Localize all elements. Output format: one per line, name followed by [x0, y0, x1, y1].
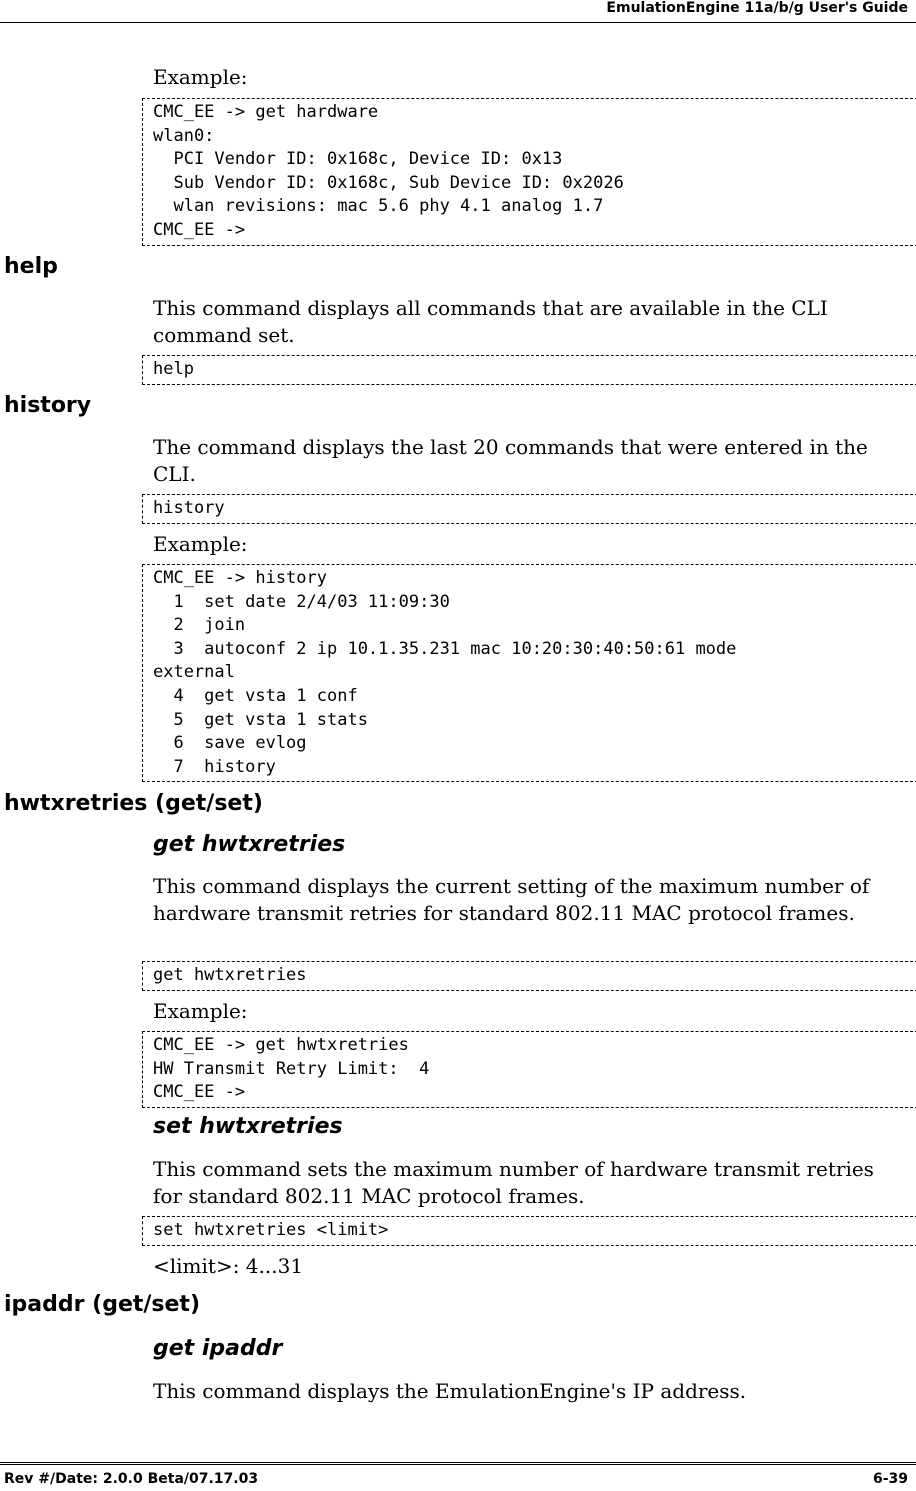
- code-block-get-hwtxretries-example: CMC_EE -> get hwtxretries HW Transmit Retry Limit: 4 CMC_EE ->: [142, 1031, 916, 1108]
- subheading-set-hwtxretries: set hwtxretries: [153, 1114, 343, 1139]
- section-heading-ipaddr: ipaddr (get/set): [4, 1292, 201, 1317]
- code-block-get-hardware: CMC_EE -> get hardware wlan0: PCI Vendor ID: 0x168c, Device ID: 0x13 Sub Vendor ID: 0x168c, Sub Device ID: 0x2026 wlan revisions: mac 5.6 phy 4.1 analog 1.7 CMC_EE ->: [142, 98, 916, 246]
- example-label: Example:: [153, 532, 248, 556]
- help-description: This command displays all commands that are available in the CLI command set.: [153, 296, 828, 347]
- set-hwtxretries-description: This command sets the maximum number of hardware transmit retries for standard 802.11 MAC protocol frames.: [153, 1157, 874, 1208]
- code-block-help: help: [142, 355, 916, 385]
- section-heading-help: help: [4, 254, 58, 279]
- subheading-get-hwtxretries: get hwtxretries: [153, 832, 346, 857]
- page-header: [0, 0, 916, 23]
- revision-date: Rev #/Date: 2.0.0 Beta/07.17.03: [4, 1471, 259, 1487]
- page-number: 6-39: [872, 1471, 908, 1487]
- code-block-get-hwtxretries: get hwtxretries: [142, 961, 916, 991]
- code-block-set-hwtxretries: set hwtxretries <limit>: [142, 1216, 916, 1246]
- get-hwtxretries-description: This command displays the current setting of the maximum number of hardware transmit retries for standard 802.11 MAC protocol frames.: [153, 874, 870, 925]
- page-footer: [0, 1462, 916, 1491]
- subheading-get-ipaddr: get ipaddr: [153, 1336, 283, 1361]
- code-block-history: history: [142, 494, 916, 524]
- section-heading-hwtxretries: hwtxretries (get/set): [4, 791, 263, 816]
- example-label: Example:: [153, 65, 248, 89]
- get-ipaddr-description: This command displays the EmulationEngine's IP address.: [153, 1379, 747, 1403]
- code-block-history-example: CMC_EE -> history 1 set date 2/4/03 11:09:30 2 join 3 autoconf 2 ip 10.1.35.231 mac 10:20:30:40:50:61 mode external 4 get vsta 1 conf 5 get vsta 1 stats 6 save evlog 7 history: [142, 564, 916, 782]
- history-description: The command displays the last 20 commands that were entered in the CLI.: [153, 435, 868, 486]
- document-title: EmulationEngine 11a/b/g User's Guide: [606, 0, 908, 16]
- limit-range: <limit>: 4...31: [153, 1254, 304, 1278]
- example-label: Example:: [153, 999, 248, 1023]
- section-heading-history: history: [4, 393, 92, 418]
